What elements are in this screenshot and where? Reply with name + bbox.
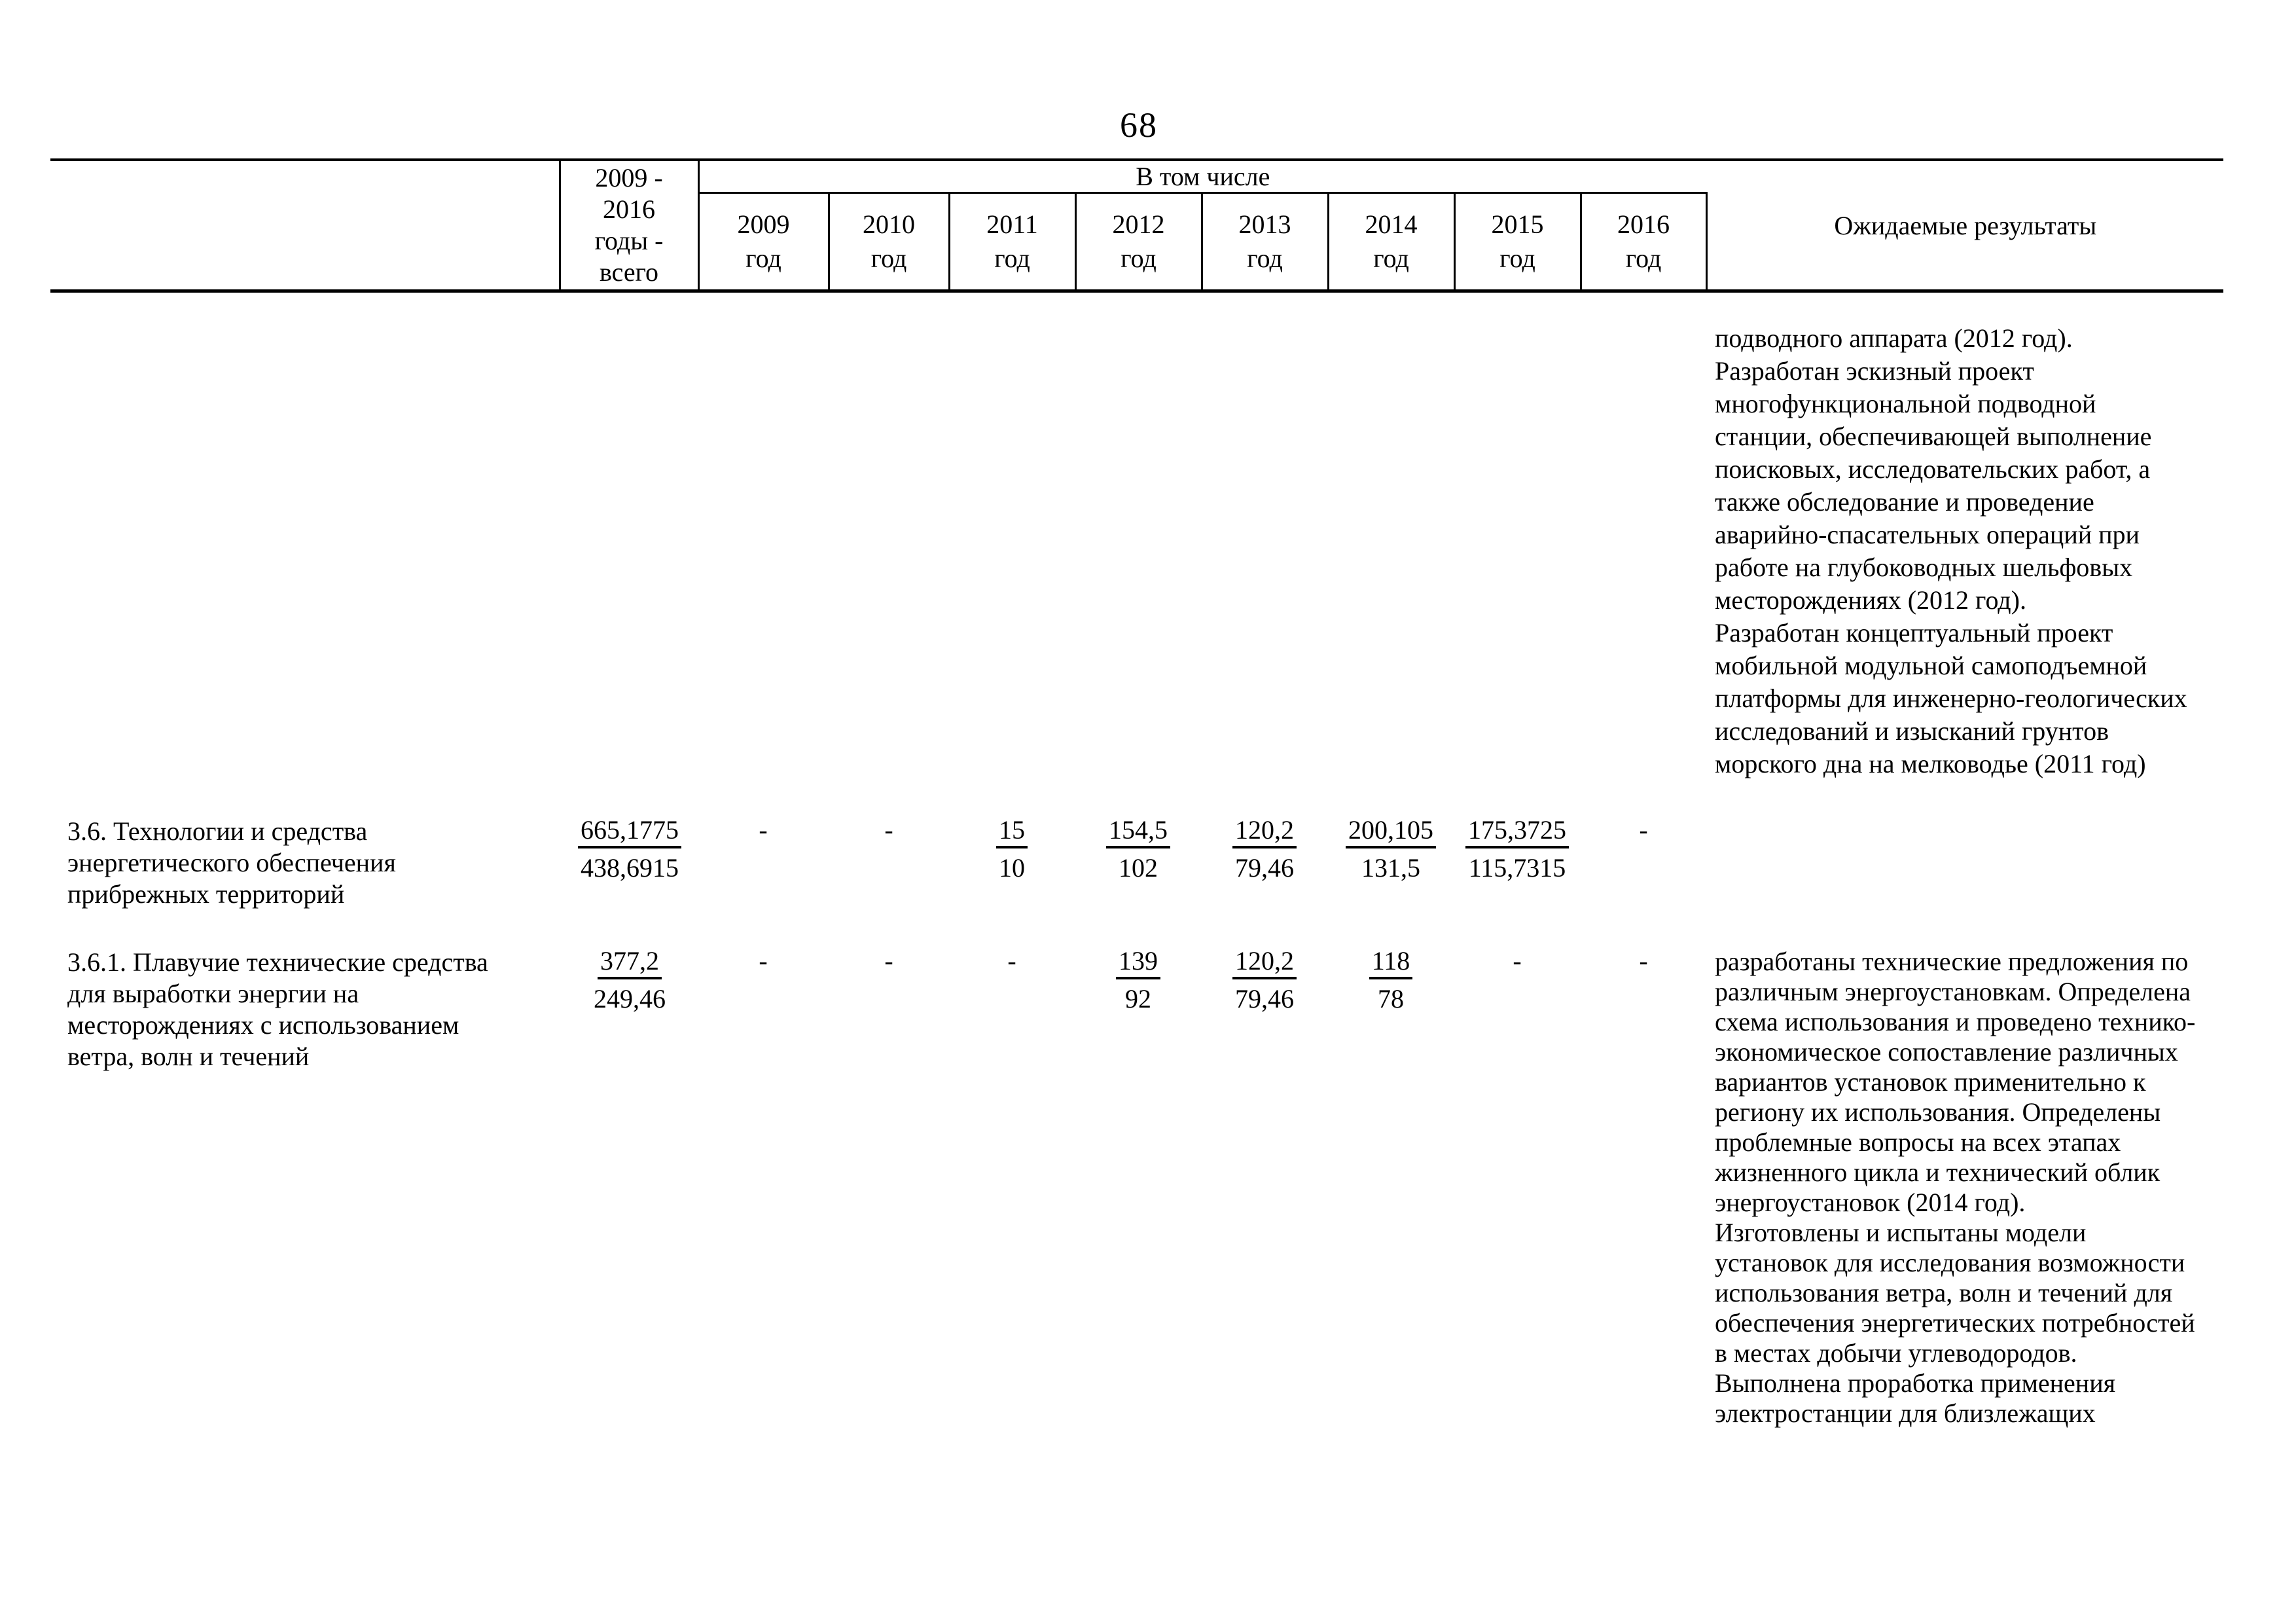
text-line: 2010 bbox=[863, 210, 915, 239]
text-line: схема использования и проведено технико- bbox=[1715, 1007, 2196, 1036]
text-line: исследований и изысканий грунтов bbox=[1715, 716, 2109, 746]
text-line: электростанции для близлежащих bbox=[1715, 1398, 2096, 1428]
row-3-6-value-2010 bbox=[827, 816, 951, 845]
text-line: платформы для инженерно-геологических bbox=[1715, 684, 2187, 713]
value-actual: 10 bbox=[999, 853, 1025, 883]
header-cell-year-2013 bbox=[1202, 193, 1328, 291]
value-dash: - bbox=[1639, 815, 1648, 845]
text-line: многофункциональной подводной bbox=[1715, 389, 2096, 418]
value-planned: 377,2 bbox=[598, 947, 662, 979]
text-line: также обследование и проведение bbox=[1715, 487, 2094, 517]
value-planned: 139 bbox=[1116, 947, 1160, 979]
financing-table-header bbox=[50, 158, 2223, 293]
header-cell-including: В том числе bbox=[698, 160, 1706, 193]
row-3-6-1-value-2014 bbox=[1329, 947, 1453, 1013]
text-line: в местах добычи углеводородов. bbox=[1715, 1338, 2077, 1368]
year-label bbox=[1077, 208, 1201, 276]
text-line: энергоустановок (2014 год). bbox=[1715, 1188, 2026, 1217]
text-line: 2009 - bbox=[595, 163, 663, 192]
text-line: год bbox=[1121, 244, 1157, 273]
text-line: год bbox=[1625, 244, 1662, 273]
value-dash: - bbox=[884, 815, 893, 845]
row-3-6-value-2015 bbox=[1455, 816, 1579, 883]
value-dash: - bbox=[759, 946, 768, 976]
header-cell-year-2016 bbox=[1581, 193, 1706, 291]
value-dash: - bbox=[1639, 946, 1648, 976]
value-planned: 665,1775 bbox=[578, 816, 681, 848]
text-line: прибрежных территорий bbox=[67, 879, 345, 909]
text-line: использования ветра, волн и течений для bbox=[1715, 1278, 2173, 1307]
header-cell-expected-results: Ожидаемые результаты bbox=[1834, 210, 2097, 240]
value-planned: 118 bbox=[1369, 947, 1413, 979]
text-line: год bbox=[1373, 244, 1409, 273]
row-3-6-value-2013 bbox=[1202, 816, 1327, 883]
text-line: всего bbox=[599, 257, 659, 287]
row-3-6-1-expected-results-text bbox=[1715, 947, 2195, 1429]
text-line: год bbox=[745, 244, 781, 273]
text-line: месторождениях с использованием bbox=[67, 1010, 459, 1040]
text-line: морского дна на мелководье (2011 год) bbox=[1715, 749, 2146, 778]
text-line: 2009 bbox=[737, 210, 790, 239]
value-planned: 120,2 bbox=[1232, 816, 1297, 848]
text-line: 3.6.1. Плавучие технические средства bbox=[67, 947, 488, 977]
page-number: 68 bbox=[1120, 105, 1158, 145]
text-line: 2014 bbox=[1365, 210, 1418, 239]
text-line: ветра, волн и течений bbox=[67, 1042, 310, 1071]
row-3-6-value-2014 bbox=[1329, 816, 1453, 883]
text-line: подводного аппарата (2012 год). bbox=[1715, 323, 2073, 353]
text-line: для выработки энергии на bbox=[67, 979, 359, 1008]
row-3-6-1-value-2010 bbox=[827, 947, 951, 976]
header-cell-year-2015 bbox=[1454, 193, 1581, 291]
value-actual: 78 bbox=[1378, 984, 1404, 1013]
text-line: Изготовлены и испытаны модели bbox=[1715, 1218, 2087, 1247]
value-planned: 175,3725 bbox=[1465, 816, 1569, 848]
text-line: экономическое сопоставление различных bbox=[1715, 1037, 2178, 1067]
value-actual: 79,46 bbox=[1235, 984, 1294, 1013]
text-line: установок для исследования возможности bbox=[1715, 1248, 2185, 1277]
text-line: работе на глубоководных шельфовых bbox=[1715, 553, 2133, 582]
value-dash: - bbox=[1007, 946, 1016, 976]
expected-results-continuation-text bbox=[1715, 322, 2187, 780]
text-line: мобильной модульной самоподъемной bbox=[1715, 651, 2147, 680]
row-3-6-1-value-2012 bbox=[1076, 947, 1200, 1013]
text-line: 3.6. Технологии и средства bbox=[67, 816, 368, 846]
row-3-6-1-value-2015 bbox=[1455, 947, 1579, 976]
text-line: год bbox=[870, 244, 907, 273]
row-3-6-1-value-2011 bbox=[950, 947, 1074, 976]
text-line: Разработан эскизный проект bbox=[1715, 356, 2034, 386]
row-3-6-1-value-2016 bbox=[1581, 947, 1706, 976]
text-line: 2016 bbox=[1617, 210, 1670, 239]
value-planned: 200,105 bbox=[1346, 816, 1436, 848]
value-actual: 102 bbox=[1119, 853, 1158, 883]
value-actual: 438,6915 bbox=[581, 853, 679, 883]
value-actual: 115,7315 bbox=[1468, 853, 1566, 883]
header-cell-year-2010 bbox=[829, 193, 949, 291]
text-line: поисковых, исследовательских работ, а bbox=[1715, 454, 2151, 484]
text-line: станции, обеспечивающей выполнение bbox=[1715, 422, 2152, 451]
value-dash: - bbox=[1513, 946, 1522, 976]
year-label bbox=[700, 208, 828, 276]
text-line: Выполнена проработка применения bbox=[1715, 1368, 2116, 1398]
text-line: 2013 bbox=[1238, 210, 1291, 239]
row-3-6-value-2016 bbox=[1581, 816, 1706, 845]
value-actual: 131,5 bbox=[1361, 853, 1420, 883]
text-line: 2016 bbox=[603, 194, 655, 224]
text-line: различным энергоустановкам. Определена bbox=[1715, 977, 2191, 1006]
text-line: региону их использования. Определены bbox=[1715, 1097, 2161, 1127]
value-planned: 15 bbox=[996, 816, 1028, 848]
value-planned: 154,5 bbox=[1106, 816, 1170, 848]
row-3-6-value-2012 bbox=[1076, 816, 1200, 883]
header-cell-year-2011 bbox=[949, 193, 1075, 291]
text-line: разработаны технические предложения по bbox=[1715, 947, 2189, 976]
text-line: год bbox=[994, 244, 1030, 273]
row-3-6-label bbox=[67, 816, 396, 910]
row-3-6-value-2009 bbox=[701, 816, 825, 845]
value-actual: 79,46 bbox=[1235, 853, 1294, 883]
text-line: обеспечения энергетических потребностей bbox=[1715, 1308, 2195, 1338]
year-label bbox=[1329, 208, 1454, 276]
text-line: жизненного цикла и технический облик bbox=[1715, 1158, 2161, 1187]
text-line: год bbox=[1499, 244, 1535, 273]
year-label bbox=[830, 208, 948, 276]
value-actual: 92 bbox=[1125, 984, 1151, 1013]
year-label bbox=[1203, 208, 1327, 276]
year-label bbox=[950, 208, 1075, 276]
header-cell-year-2012 bbox=[1075, 193, 1202, 291]
row-3-6-1-value-total bbox=[567, 947, 692, 1013]
text-line: год bbox=[1247, 244, 1283, 273]
text-line: аварийно-спасательных операций при bbox=[1715, 520, 2140, 549]
year-label bbox=[1582, 208, 1706, 276]
text-line: 2012 bbox=[1112, 210, 1165, 239]
value-dash: - bbox=[759, 815, 768, 845]
row-3-6-value-2011 bbox=[950, 816, 1074, 883]
row-3-6-1-value-2009 bbox=[701, 947, 825, 976]
text-line: Разработан концептуальный проект bbox=[1715, 618, 2113, 647]
row-3-6-value-total bbox=[567, 816, 692, 883]
text-line: вариантов установок применительно к bbox=[1715, 1067, 2146, 1097]
text-line: месторождениях (2012 год). bbox=[1715, 585, 2026, 615]
row-3-6-1-value-2013 bbox=[1202, 947, 1327, 1013]
header-cell-total-2009-2016 bbox=[560, 160, 698, 291]
text-line: энергетического обеспечения bbox=[67, 848, 396, 877]
header-total-lines bbox=[561, 162, 698, 288]
row-3-6-1-label bbox=[67, 947, 488, 1072]
text-line: годы - bbox=[594, 226, 664, 255]
value-dash: - bbox=[884, 946, 893, 976]
value-planned: 120,2 bbox=[1232, 947, 1297, 979]
text-line: 2015 bbox=[1491, 210, 1544, 239]
text-line: проблемные вопросы на всех этапах bbox=[1715, 1127, 2121, 1157]
text-line: 2011 bbox=[986, 210, 1038, 239]
year-label bbox=[1456, 208, 1580, 276]
value-actual: 249,46 bbox=[594, 984, 666, 1013]
header-cell-program-name bbox=[50, 160, 560, 291]
header-cell-year-2009 bbox=[698, 193, 829, 291]
header-cell-year-2014 bbox=[1328, 193, 1454, 291]
